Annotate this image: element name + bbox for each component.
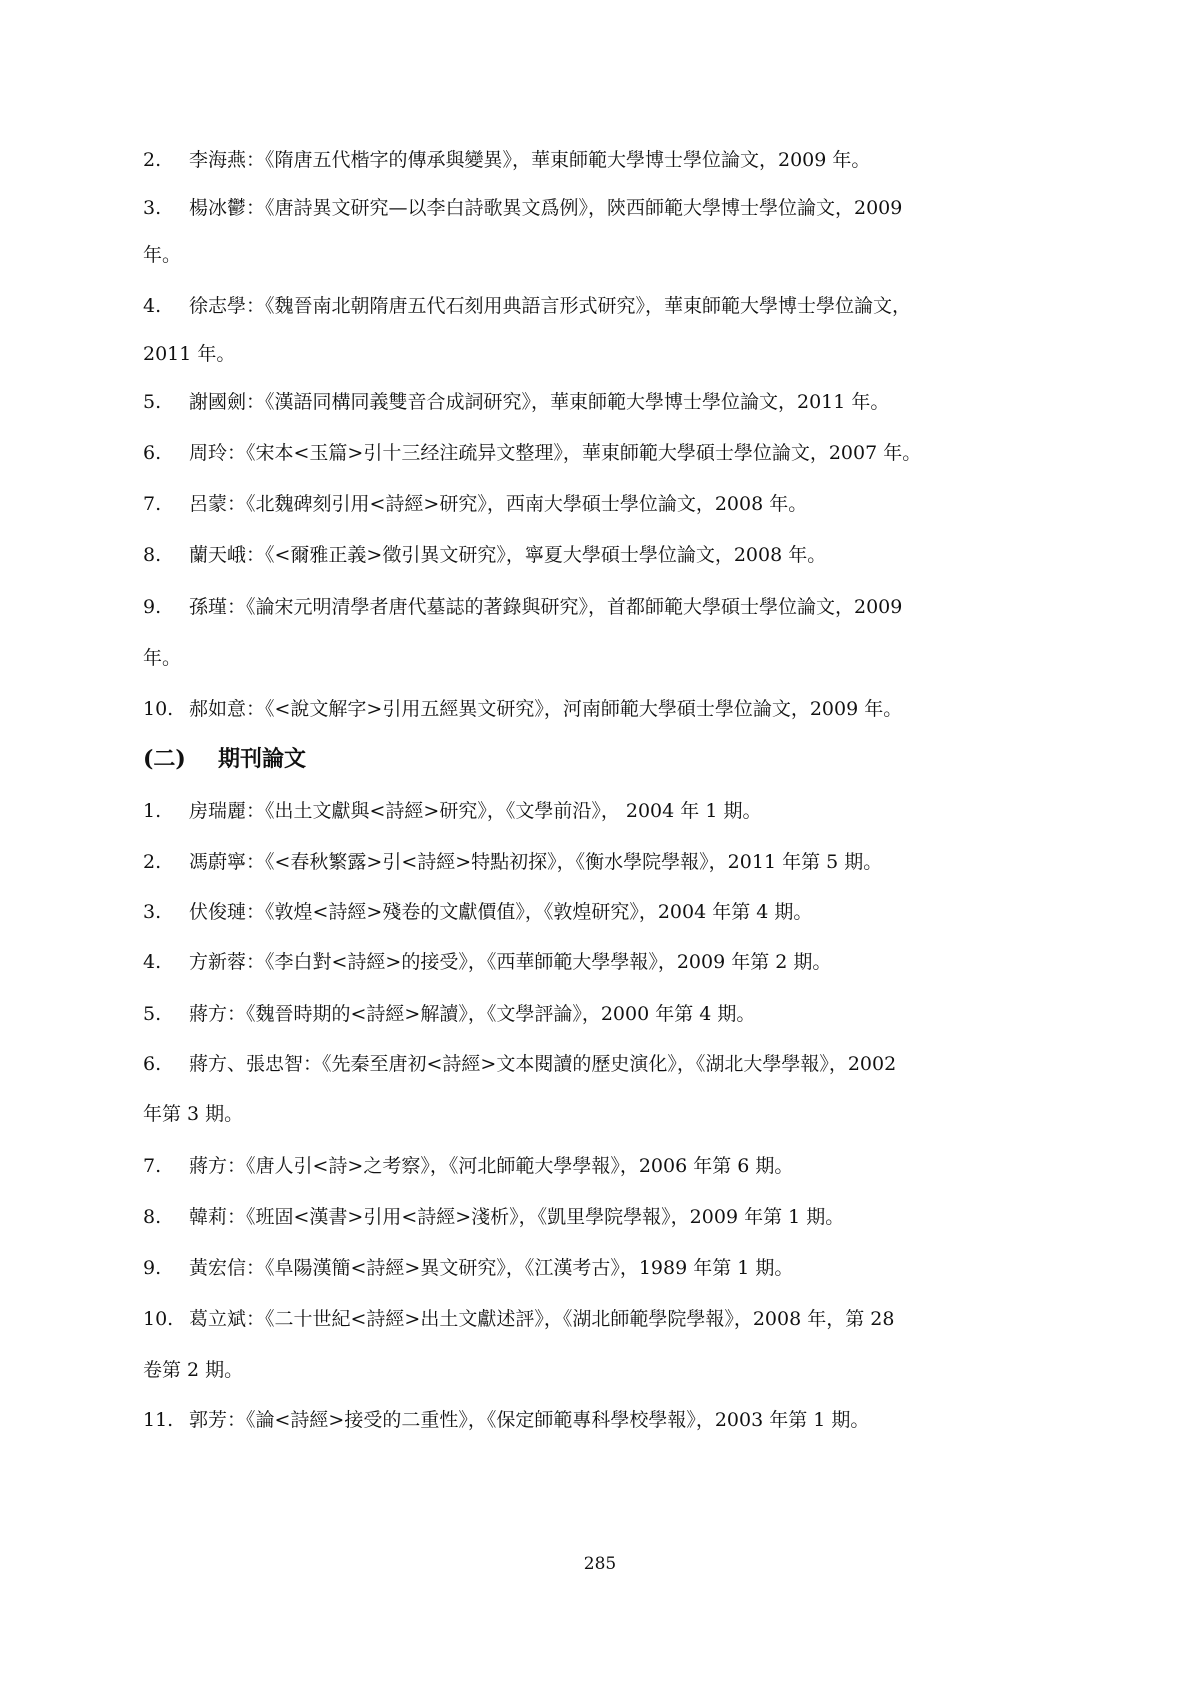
- article-entry-11: [143, 1406, 1023, 1434]
- entry-text: 謝國劍：《漢語同構同義雙音合成詞研究》，華東師範大學博士學位論文，2011 年。: [189, 391, 890, 413]
- entry-number: 4.: [143, 295, 162, 317]
- thesis-entry-8: [143, 541, 1023, 569]
- article-entry-10: [143, 1305, 1023, 1333]
- section-heading: [143, 744, 306, 774]
- thesis-entry-6: [143, 439, 1023, 467]
- thesis-entry-9-continuation: [143, 644, 1023, 672]
- entry-text: 房瑞麗：《出土文獻與<詩經>研究》，《文學前沿》， 2004 年 1 期。: [189, 800, 762, 822]
- entry-text-continuation: 卷第 2 期。: [143, 1359, 244, 1381]
- thesis-entry-10: [143, 695, 1023, 723]
- thesis-entry-4: [143, 292, 1023, 320]
- entry-number: 9.: [143, 1257, 162, 1279]
- entry-text: 蔣方、張忠智：《先秦至唐初<詩經>文本閱讀的歷史演化》，《湖北大學學報》，2002: [189, 1053, 897, 1075]
- entry-text-continuation: 年。: [143, 647, 182, 669]
- entry-text: 伏俊璉：《敦煌<詩經>殘卷的文獻價值》，《敦煌研究》，2004 年第 4 期。: [189, 901, 813, 923]
- entry-number: 6.: [143, 442, 162, 464]
- entry-text: 黃宏信：《阜陽漢簡<詩經>異文研究》，《江漢考古》，1989 年第 1 期。: [189, 1257, 794, 1279]
- article-entry-2: [143, 848, 1023, 876]
- entry-text: 楊冰鬱：《唐詩異文研究—以李白詩歌異文爲例》，陝西師範大學博士學位論文，2009: [189, 197, 903, 219]
- article-entry-6: [143, 1050, 1023, 1078]
- entry-number: 8.: [143, 1206, 162, 1228]
- thesis-entry-7: [143, 490, 1023, 518]
- article-entry-1: [143, 797, 1023, 825]
- thesis-entry-3-continuation: [143, 241, 1023, 269]
- article-entry-7: [143, 1152, 1023, 1180]
- entry-text: 葛立斌：《二十世紀<詩經>出土文獻述評》，《湖北師範學院學報》，2008 年，第 28: [189, 1308, 895, 1330]
- thesis-entry-2: [143, 146, 1023, 174]
- article-entry-4: [143, 948, 1023, 976]
- section-marker: (二): [143, 746, 186, 772]
- entry-number: 5.: [143, 391, 162, 413]
- entry-text: 馮蔚寧：《<春秋繁露>引<詩經>特點初探》，《衡水學院學報》，2011 年第 5 期。: [189, 851, 883, 873]
- entry-number: 3.: [143, 197, 162, 219]
- entry-number: 2.: [143, 851, 162, 873]
- entry-text-continuation: 年。: [143, 244, 182, 266]
- entry-text: 蘭天峨：《<爾雅正義>徵引異文研究》，寧夏大學碩士學位論文，2008 年。: [189, 544, 827, 566]
- entry-number: 1.: [143, 800, 162, 822]
- entry-number: 9.: [143, 596, 162, 618]
- entry-number: 7.: [143, 493, 162, 515]
- entry-number: 3.: [143, 901, 162, 923]
- entry-text: 蔣方：《魏晉時期的<詩經>解讀》，《文學評論》，2000 年第 4 期。: [189, 1003, 756, 1025]
- section-title: 期刊論文: [218, 746, 307, 772]
- entry-text-continuation: 年第 3 期。: [143, 1103, 244, 1125]
- entry-number: 8.: [143, 544, 162, 566]
- entry-text: 周玲：《宋本<玉篇>引十三经注疏异文整理》，華東師範大學碩士學位論文，2007 年。: [189, 442, 922, 464]
- entry-number: 4.: [143, 951, 162, 973]
- entry-text: 李海燕：《隋唐五代楷字的傳承與變異》，華東師範大學博士學位論文，2009 年。: [189, 149, 871, 171]
- entry-text: 徐志學：《魏晉南北朝隋唐五代石刻用典語言形式研究》，華東師範大學博士學位論文，: [189, 295, 912, 317]
- entry-number: 10.: [143, 698, 174, 720]
- entry-text: 韓莉：《班固<漢書>引用<詩經>淺析》，《凱里學院學報》，2009 年第 1 期。: [189, 1206, 845, 1228]
- entry-number: 7.: [143, 1155, 162, 1177]
- article-entry-5: [143, 1000, 1023, 1028]
- article-entry-9: [143, 1254, 1023, 1282]
- entry-number: 2.: [143, 149, 162, 171]
- article-entry-8: [143, 1203, 1023, 1231]
- entry-number: 11.: [143, 1409, 174, 1431]
- thesis-entry-9: [143, 593, 1023, 621]
- thesis-entry-3: [143, 194, 1023, 222]
- thesis-entry-5: [143, 388, 1023, 416]
- entry-text: 方新蓉：《李白對<詩經>的接受》，《西華師範大學學報》，2009 年第 2 期。: [189, 951, 832, 973]
- article-entry-6-continuation: [143, 1100, 1023, 1128]
- thesis-entry-4-continuation: [143, 340, 1023, 368]
- entry-text: 郝如意：《<說文解字>引用五經異文研究》，河南師範大學碩士學位論文，2009 年。: [189, 698, 903, 720]
- entry-number: 10.: [143, 1308, 174, 1330]
- entry-number: 6.: [143, 1053, 162, 1075]
- entry-text: 蔣方：《唐人引<詩>之考察》，《河北師範大學學報》，2006 年第 6 期。: [189, 1155, 794, 1177]
- entry-text: 呂蒙：《北魏碑刻引用<詩經>研究》，西南大學碩士學位論文，2008 年。: [189, 493, 808, 515]
- article-entry-3: [143, 898, 1023, 926]
- entry-text: 郭芳：《論<詩經>接受的二重性》，《保定師範專科學校學報》，2003 年第 1 期。: [189, 1409, 870, 1431]
- page-number: 285: [583, 1554, 617, 1574]
- entry-number: 5.: [143, 1003, 162, 1025]
- entry-text-continuation: 2011 年。: [143, 343, 236, 365]
- article-entry-10-continuation: [143, 1356, 1023, 1384]
- entry-text: 孫瑾：《論宋元明清學者唐代墓誌的著錄與研究》，首都師範大學碩士學位論文，2009: [189, 596, 903, 618]
